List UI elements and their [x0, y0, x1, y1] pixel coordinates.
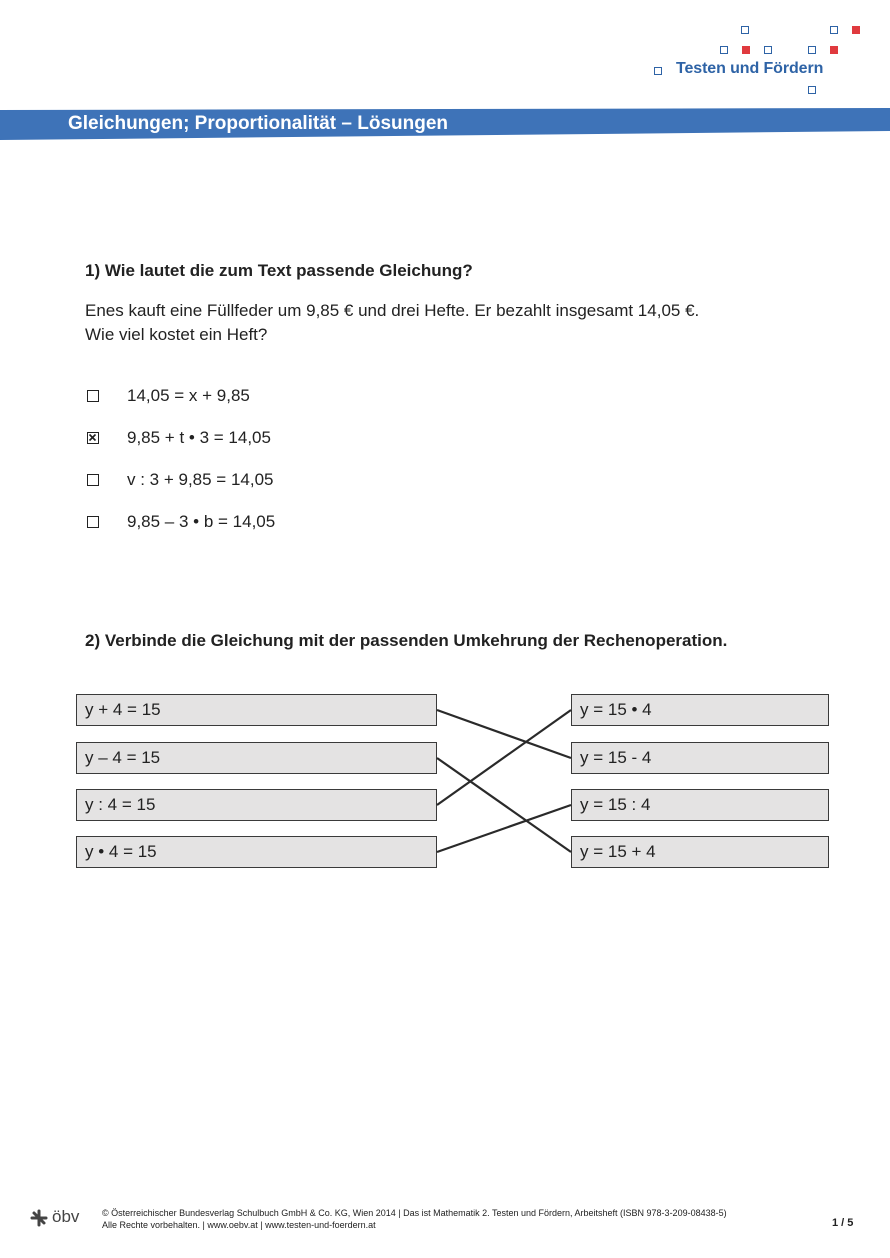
option-3-checkbox[interactable] — [87, 474, 99, 486]
option-2-label: 9,85 + t • 3 = 14,05 — [127, 428, 271, 447]
page-title: Gleichungen; Proportionalität – Lösungen — [68, 113, 449, 134]
right-equation-box[interactable]: y = 15 + 4 — [571, 836, 829, 868]
question-1-text-line1: Enes kauft eine Füllfeder um 9,85 € und drei Hefte. Er bezahlt insgesamt 14,05 €. — [85, 301, 700, 320]
logo-square-icon — [720, 46, 728, 54]
option-1-checkbox[interactable] — [87, 390, 99, 402]
logo-square-red-icon — [852, 26, 860, 34]
logo-text: Testen und Fördern — [676, 60, 824, 77]
question-1-text-line2: Wie viel kostet ein Heft? — [85, 325, 268, 344]
logo-square-icon — [808, 46, 816, 54]
footer-copyright — [102, 1207, 727, 1231]
option-3-label: v : 3 + 9,85 = 14,05 — [127, 470, 274, 489]
footer-line2: Alle Rechte vorbehalten. | www.oebv.at | www.testen-und-foerdern.at — [102, 1220, 376, 1230]
logo-square-red-icon — [742, 46, 750, 54]
connector-line — [437, 758, 571, 852]
option-4-label: 9,85 – 3 • b = 14,05 — [127, 512, 276, 531]
right-equation-box[interactable]: y = 15 - 4 — [571, 742, 829, 774]
right-equation-box[interactable]: y = 15 : 4 — [571, 789, 829, 821]
logo-square-icon — [764, 46, 772, 54]
option-2-checkbox[interactable] — [87, 432, 99, 444]
oebv-logo-icon — [30, 1209, 48, 1227]
option-1-label: 14,05 = x + 9,85 — [127, 386, 250, 405]
connector-line — [437, 710, 571, 758]
logo-square-red-icon — [830, 46, 838, 54]
left-equation-box[interactable]: y – 4 = 15 — [76, 742, 437, 774]
connector-line — [437, 710, 571, 805]
left-equation-box[interactable]: y • 4 = 15 — [76, 836, 437, 868]
option-4-checkbox[interactable] — [87, 516, 99, 528]
question-1-heading: 1) Wie lautet die zum Text passende Gleichung? — [85, 261, 473, 280]
footer-line1: © Österreichischer Bundesverlag Schulbuch GmbH & Co. KG, Wien 2014 | Das ist Mathematik 2. Testen und Fördern, Arbeitsheft (ISBN 978-3-209-08438-5) — [102, 1208, 727, 1218]
left-equation-box[interactable]: y + 4 = 15 — [76, 694, 437, 726]
question-2-heading: 2) Verbinde die Gleichung mit der passenden Umkehrung der Rechenoperation. — [85, 631, 728, 650]
page-number: 1 / 5 — [832, 1217, 854, 1229]
logo-square-icon — [654, 67, 662, 75]
left-equation-box[interactable]: y : 4 = 15 — [76, 789, 437, 821]
logo-square-icon — [830, 26, 838, 34]
connector-line — [437, 805, 571, 852]
oebv-brand: öbv — [52, 1207, 80, 1226]
logo-square-icon — [741, 26, 749, 34]
right-equation-box[interactable]: y = 15 • 4 — [571, 694, 829, 726]
checkmark-x-icon — [88, 433, 97, 442]
logo-square-icon — [808, 86, 816, 94]
